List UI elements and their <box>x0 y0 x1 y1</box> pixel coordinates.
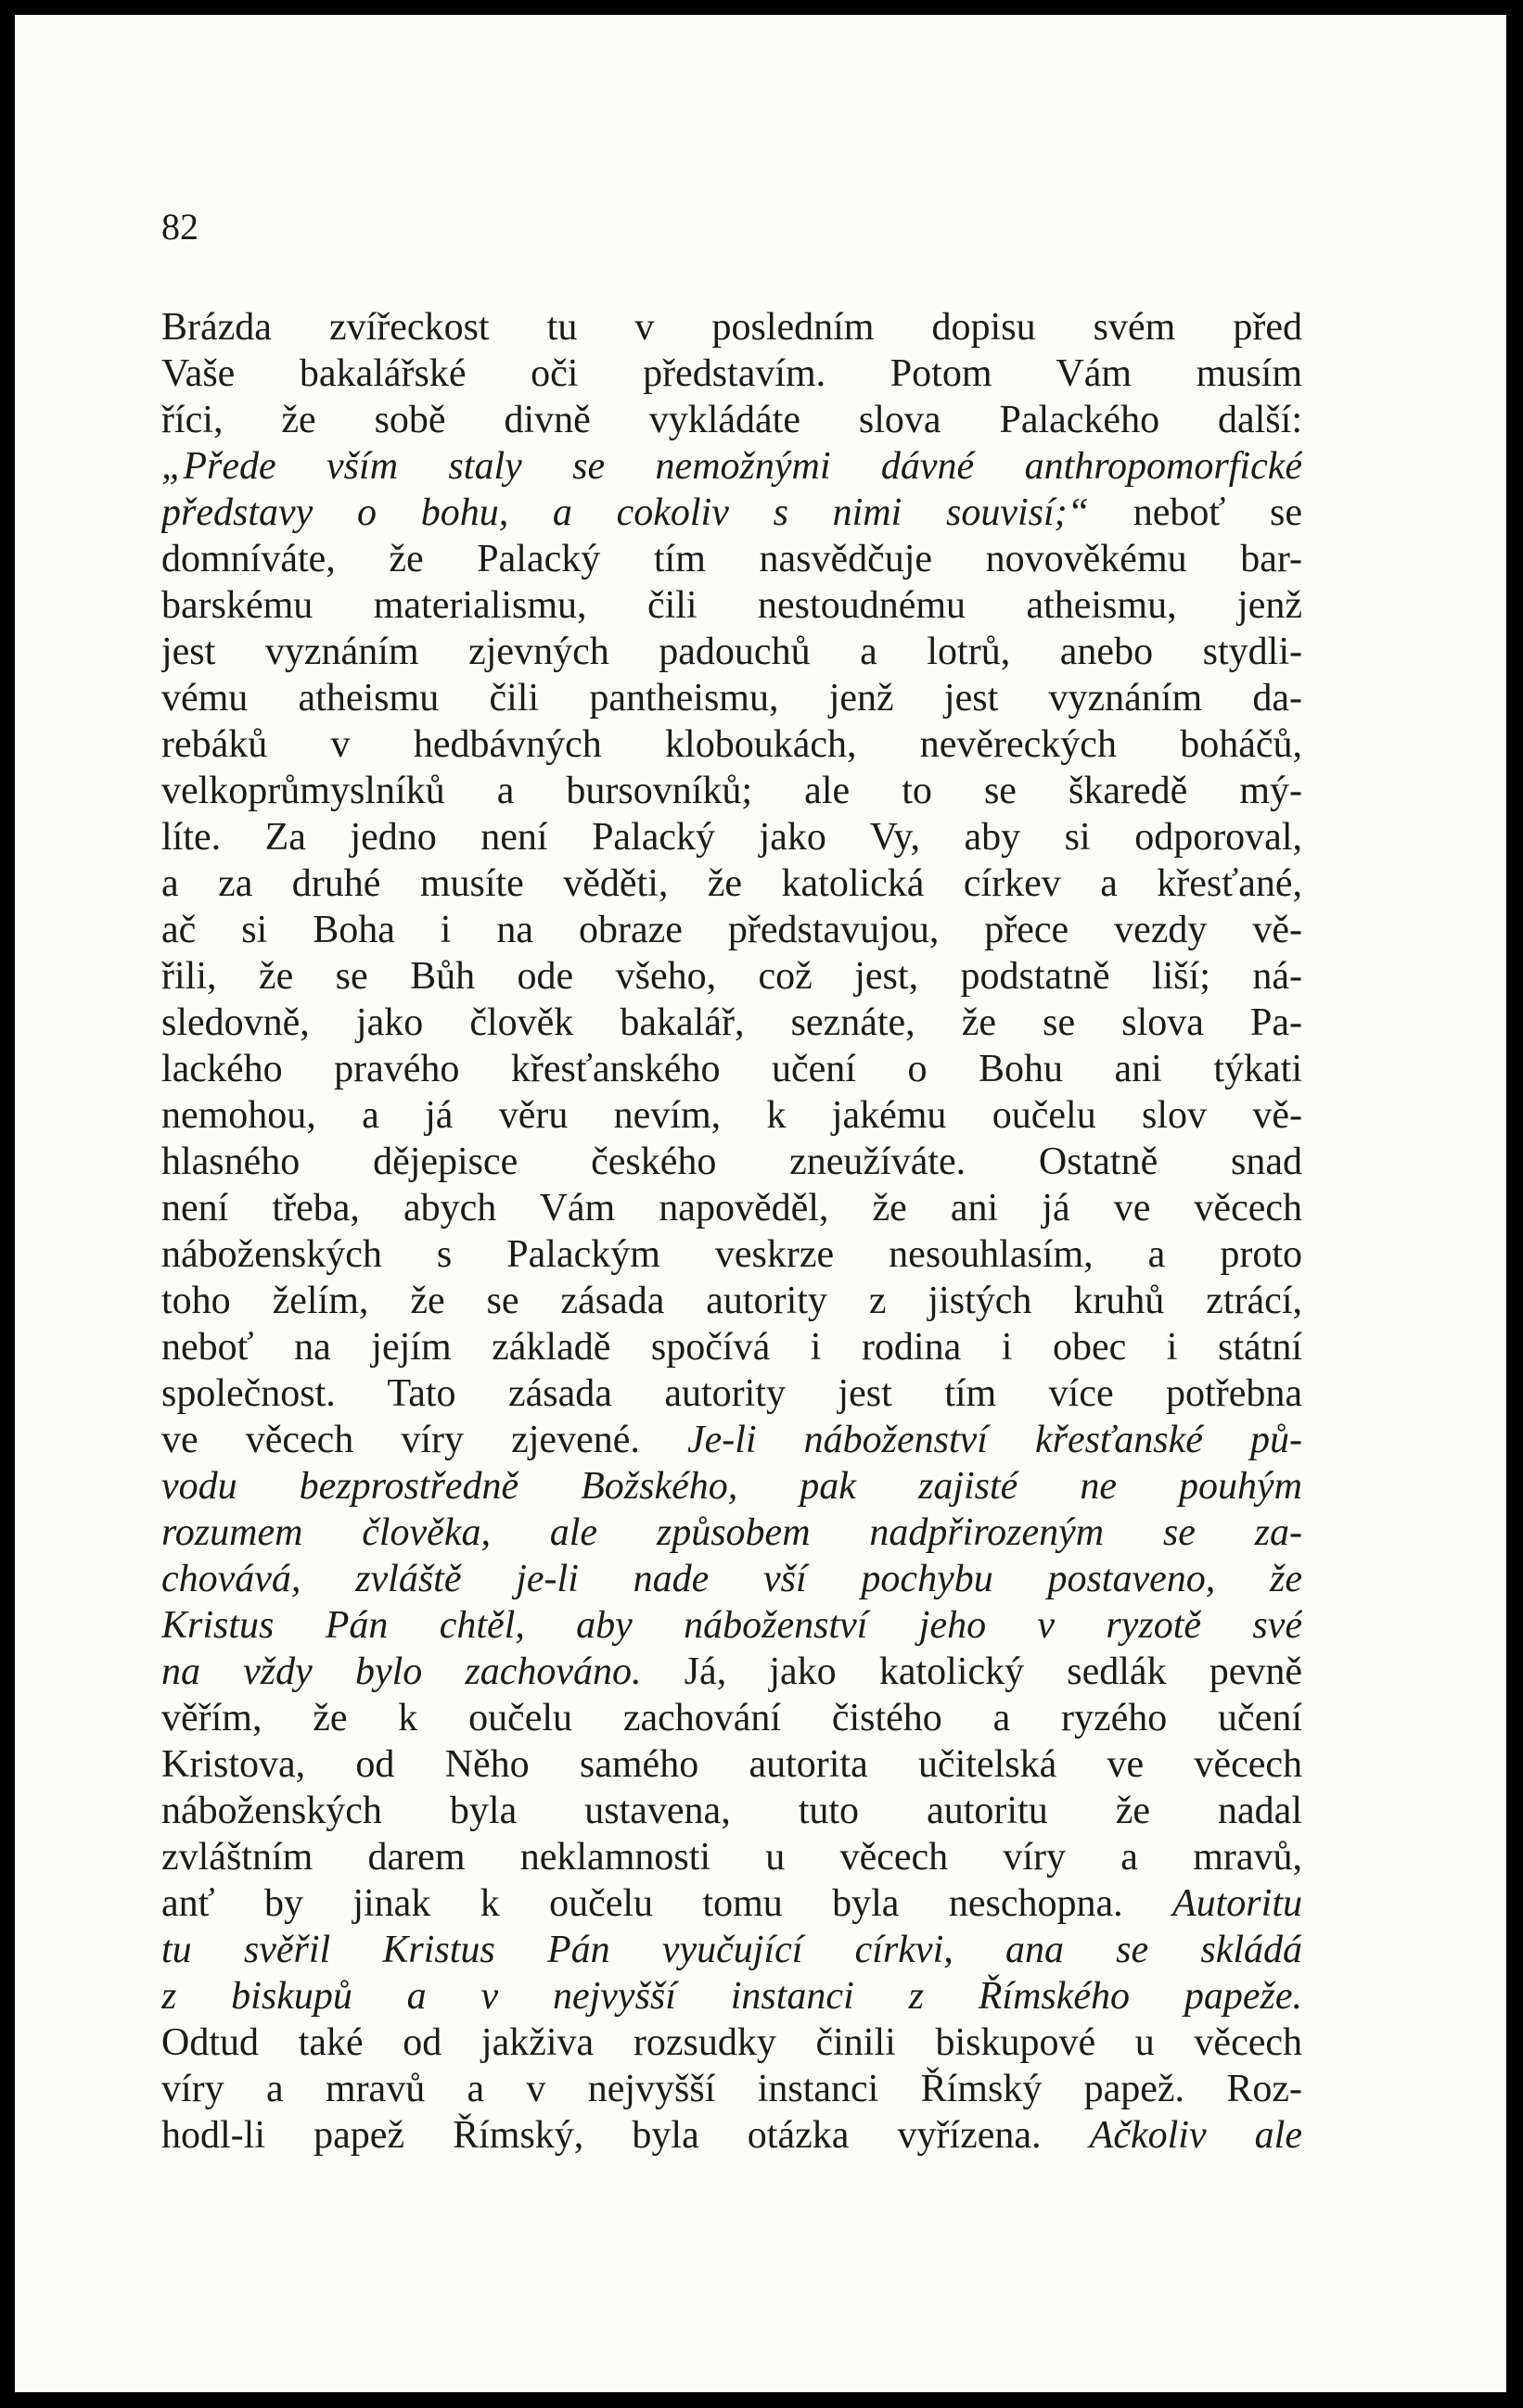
text-line <box>161 629 1302 675</box>
text-segment: a za druhé musíte věděti, že katolická církev a křesťané, <box>161 862 1302 905</box>
text-segment: neboť na jejím základě spočívá i rodina i obec i státní <box>161 1326 1302 1369</box>
text-segment: anť by jinak k oučelu tomu byla neschopna. <box>161 1882 1172 1925</box>
text-segment: barskému materialismu, čili nestoudnému atheismu, jenž <box>161 584 1302 627</box>
text-segment: Odtud také od jakživa rozsudky činili biskupové u věcech <box>161 2021 1302 2064</box>
text-segment: ač si Boha i na obraze představujou, přece vezdy vě- <box>161 909 1302 951</box>
italic-text: Ačkoliv ale <box>1089 2114 1302 2157</box>
text-line <box>161 536 1302 582</box>
text-segment: Já, jako katolický sedlák pevně <box>641 1650 1302 1693</box>
italic-text: z biskupů a v nejvyšší instanci z Římského papeže. <box>161 1975 1302 2018</box>
text-segment: náboženských byla ustavena, tuto autoritu že nadal <box>161 1790 1302 1832</box>
text-line <box>161 1973 1302 2019</box>
text-segment: říci, že sobě divně vykládáte slova Palackého další: <box>161 399 1302 441</box>
text-line <box>161 1556 1302 1602</box>
text-line <box>161 582 1302 629</box>
text-line <box>161 721 1302 768</box>
text-line <box>161 1139 1302 1185</box>
text-line <box>161 1185 1302 1231</box>
text-line <box>161 1510 1302 1556</box>
text-line <box>161 860 1302 907</box>
text-line <box>161 814 1302 860</box>
italic-text: vodu bezprostředně Božského, pak zajisté ne pouhým <box>161 1465 1302 1508</box>
text-segment: řili, že se Bůh ode všeho, což jest, podstatně liší; ná- <box>161 955 1302 998</box>
page-number: 82 <box>161 206 198 248</box>
text-segment: velkoprůmyslníků a bursovníků; ale to se škaredě mý- <box>161 770 1302 812</box>
italic-text: rozumem člověka, ale způsobem nadpřirozeným se za- <box>161 1511 1302 1554</box>
text-line <box>161 953 1302 1000</box>
text-line <box>161 1695 1302 1741</box>
text-segment: ve věcech víry zjevené. <box>161 1419 687 1461</box>
italic-text: tu svěřil Kristus Pán vyučující církvi, ana se skládá <box>161 1929 1302 1971</box>
text-line <box>161 1649 1302 1695</box>
text-line <box>161 1000 1302 1046</box>
text-segment: Brázda zvířeckost tu v posledním dopisu svém před <box>161 306 1302 349</box>
italic-text: Je-li náboženství křesťanské pů- <box>686 1419 1302 1461</box>
text-line <box>161 1834 1302 1880</box>
text-line <box>161 1417 1302 1463</box>
text-line <box>161 1880 1302 1927</box>
text-line <box>161 443 1302 490</box>
text-line <box>161 2066 1302 2112</box>
text-line <box>161 1602 1302 1649</box>
text-segment: hodl-li papež Římský, byla otázka vyřízena. <box>161 2114 1090 2157</box>
text-segment: jest vyznáním zjevných padouchů a lotrů, anebo stydli- <box>161 631 1302 673</box>
text-segment: Kristova, od Něho samého autorita učitelská ve věcech <box>161 1743 1302 1786</box>
body-text <box>161 304 1302 2159</box>
text-line <box>161 1046 1302 1092</box>
text-line <box>161 1092 1302 1139</box>
text-line <box>161 1463 1302 1510</box>
text-line <box>161 1788 1302 1834</box>
text-line <box>161 768 1302 814</box>
text-segment: lackého pravého křesťanského učení o Bohu ani týkati <box>161 1048 1302 1090</box>
text-line <box>161 304 1302 350</box>
italic-text: na vždy bylo zachováno. <box>161 1650 642 1693</box>
italic-text: „Přede vším staly se nemožnými dávné anthropomorfické <box>161 445 1302 488</box>
text-line <box>161 1741 1302 1788</box>
text-segment: náboženských s Palackým veskrze nesouhlasím, a proto <box>161 1233 1302 1276</box>
text-segment: zvláštním darem neklamnosti u věcech víry a mravů, <box>161 1836 1302 1879</box>
text-segment: nemohou, a já věru nevím, k jakému oučelu slov vě- <box>161 1094 1302 1137</box>
text-line <box>161 490 1302 536</box>
italic-text: chovává, zvláště je-li nade vší pochybu postaveno, že <box>161 1558 1302 1600</box>
text-line <box>161 907 1302 953</box>
text-segment: domníváte, že Palacký tím nasvědčuje novověkému bar- <box>161 538 1302 580</box>
text-segment: není třeba, abych Vám napověděl, že ani já ve věcech <box>161 1187 1302 1229</box>
text-segment: společnost. Tato zásada autority jest tím více potřebna <box>161 1372 1302 1415</box>
text-line <box>161 1278 1302 1324</box>
text-segment: Vaše bakalářské oči představím. Potom Vám musím <box>161 352 1302 395</box>
text-segment: víry a mravů a v nejvyšší instanci Římský papež. Roz- <box>161 2068 1302 2110</box>
text-segment: neboť se <box>1089 491 1302 534</box>
text-segment: věřím, že k oučelu zachování čistého a ryzého učení <box>161 1697 1302 1739</box>
text-line <box>161 350 1302 397</box>
italic-text: představy o bohu, a cokoliv s nimi souvisí;“ <box>161 491 1090 534</box>
text-segment: líte. Za jedno není Palacký jako Vy, aby si odporoval, <box>161 816 1302 859</box>
text-segment: vému atheismu čili pantheismu, jenž jest vyznáním da- <box>161 677 1302 720</box>
text-line <box>161 675 1302 721</box>
text-line <box>161 1231 1302 1278</box>
text-segment: hlasného dějepisce českého zneužíváte. Ostatně snad <box>161 1140 1302 1183</box>
text-line <box>161 1324 1302 1370</box>
text-line <box>161 2019 1302 2066</box>
text-segment: sledovně, jako člověk bakalář, seznáte, že se slova Pa- <box>161 1001 1302 1044</box>
text-line <box>161 2112 1302 2159</box>
text-segment: toho želím, že se zásada autority z jistých kruhů ztrácí, <box>161 1280 1302 1322</box>
italic-text: Kristus Pán chtěl, aby náboženství jeho v ryzotě své <box>161 1604 1302 1647</box>
text-segment: rebáků v hedbávných kloboukách, nevěreckých boháčů, <box>161 723 1302 766</box>
text-line <box>161 397 1302 443</box>
text-line <box>161 1927 1302 1973</box>
text-line <box>161 1370 1302 1417</box>
book-page <box>15 15 1506 2392</box>
italic-text: Autoritu <box>1171 1882 1302 1925</box>
